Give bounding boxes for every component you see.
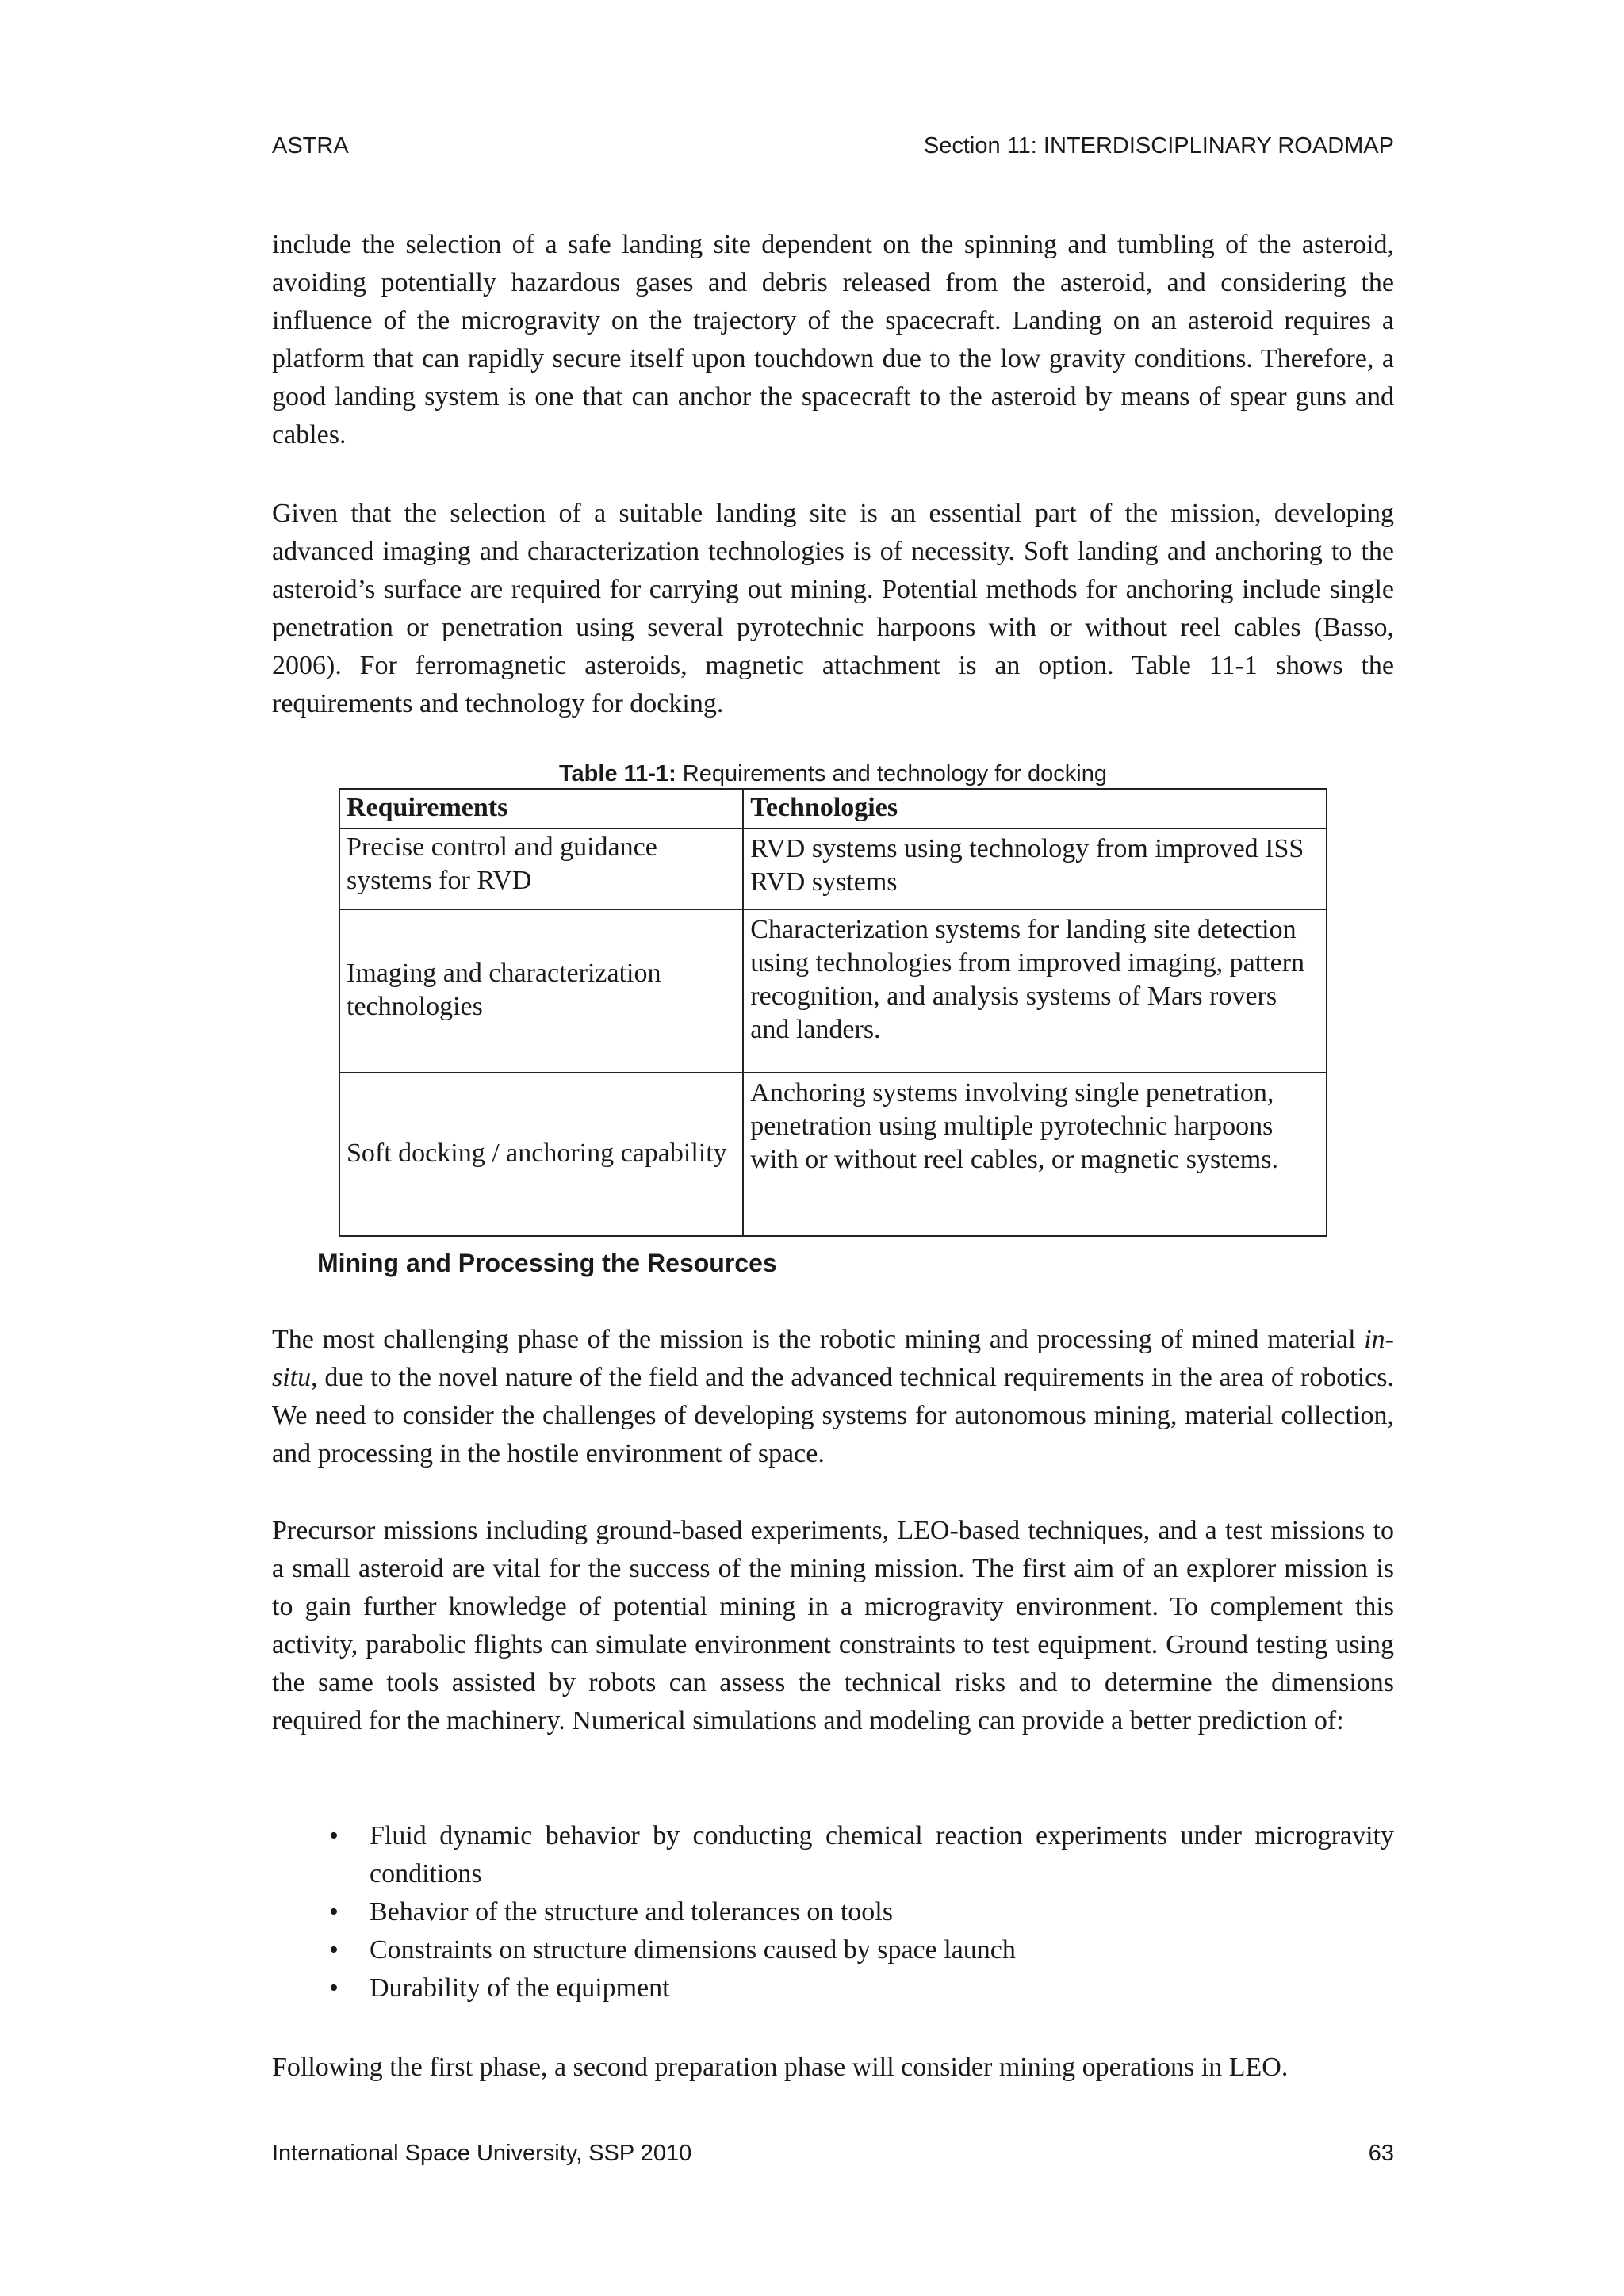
docking-requirements-table bbox=[339, 788, 1327, 1237]
column-header-requirements: Requirements bbox=[339, 789, 743, 828]
bullet-dot-icon: • bbox=[329, 1897, 339, 1927]
paragraph-second-phase: Following the first phase, a second preparation phase will consider mining operations in LEO. bbox=[272, 2053, 1289, 2082]
footer-institution: International Space University, SSP 2010 bbox=[272, 2141, 692, 2166]
paragraph-anchoring: Given that the selection of a suitable landing site is an essential part of the mission, developing advanced imaging and characterization technologies is of necessity. Soft landing and anchoring to the asteroid’s surface are required for carrying out mining. Potential methods for anchoring include single penetration or penetration using several pyrotechnic harpoons with or without reel cables (Basso, 2006). For ferromagnetic asteroids, magnetic attachment is an option. Table 11-1 shows the requirements and technology for docking. bbox=[272, 499, 1394, 718]
column-header-technologies: Technologies bbox=[743, 789, 1327, 828]
prediction-bullet-list bbox=[272, 1817, 1394, 2007]
list-item-text: Constraints on structure dimensions caused by space launch bbox=[370, 1935, 1016, 1965]
list-item bbox=[272, 1969, 1394, 2007]
table-caption bbox=[272, 760, 1394, 788]
table-row bbox=[339, 828, 1327, 909]
page-number: 63 bbox=[1368, 2141, 1394, 2166]
paragraph-mining-phase bbox=[272, 1321, 1394, 1473]
table-header-row bbox=[339, 789, 1327, 828]
table-caption-label: Table 11-1: bbox=[558, 761, 676, 786]
italic-in-situ: in-situ bbox=[272, 1325, 1394, 1392]
running-header-left: ASTRA bbox=[272, 133, 349, 159]
paragraph-mining-phase-start: The most challenging phase of the mission is the robotic mining and processing of mined material bbox=[272, 1325, 1365, 1354]
list-item bbox=[272, 1931, 1394, 1969]
table-row bbox=[339, 909, 1327, 1073]
list-item-text: Behavior of the structure and tolerances on tools bbox=[370, 1897, 893, 1927]
paragraph-precursor-missions: Precursor missions including ground-based experiments, LEO-based techniques, and a test missions to a small asteroid are vital for the success of the mining mission. The first aim of an explorer mission is to gain further knowledge of potential mining in a microgravity environment. To complement this activity, parabolic flights can simulate environment constraints to test equipment. Ground testing using the same tools assisted by robots can assess the technical risks and to determine the dimensions required for the machinery. Numerical simulations and modeling can provide a better prediction of: bbox=[272, 1516, 1394, 1735]
technology-cell: RVD systems using technology from improved ISS RVD systems bbox=[743, 828, 1327, 909]
bullet-dot-icon: • bbox=[329, 1821, 339, 1850]
requirement-cell: Imaging and characterization technologies bbox=[339, 909, 743, 1073]
list-item-text: Durability of the equipment bbox=[370, 1973, 670, 2003]
list-item bbox=[272, 1817, 1394, 1893]
paragraph-landing-site: include the selection of a safe landing site dependent on the spinning and tumbling of the asteroid, avoiding potentially hazardous gases and debris released from the asteroid, and considering the influence of the microgravity on the trajectory of the spacecraft. Landing on an asteroid requires a platform that can rapidly secure itself upon touchdown due to the low gravity conditions. Therefore, a good landing system is one that can anchor the spacecraft to the asteroid by means of spear guns and cables. bbox=[272, 230, 1394, 450]
paragraph-mining-phase-end: , due to the novel nature of the field and the advanced technical requirements in the area of robotics. We need to consider the challenges of developing systems for autonomous mining, material collection, and processing in the hostile environment of space. bbox=[272, 1363, 1394, 1468]
requirement-cell: Precise control and guidance systems for RVD bbox=[339, 828, 743, 909]
bullet-dot-icon: • bbox=[329, 1973, 339, 2003]
table-row bbox=[339, 1073, 1327, 1236]
bullet-dot-icon: • bbox=[329, 1935, 339, 1965]
list-item bbox=[272, 1893, 1394, 1931]
requirement-cell: Soft docking / anchoring capability bbox=[339, 1073, 743, 1236]
section-heading: Mining and Processing the Resources bbox=[317, 1249, 777, 1277]
table-caption-text: Requirements and technology for docking bbox=[676, 761, 1108, 786]
technology-cell: Anchoring systems involving single penetration, penetration using multiple pyrotechnic harpoons with or without reel cables, or magnetic systems. bbox=[743, 1073, 1327, 1236]
list-item-text: Fluid dynamic behavior by conducting chemical reaction experiments under microgravity conditions bbox=[370, 1821, 1394, 1888]
technology-cell: Characterization systems for landing site detection using technologies from improved imaging, pattern recognition, and analysis systems of Mars rovers and landers. bbox=[743, 909, 1327, 1073]
running-header-right: Section 11: INTERDISCIPLINARY ROADMAP bbox=[923, 133, 1394, 159]
